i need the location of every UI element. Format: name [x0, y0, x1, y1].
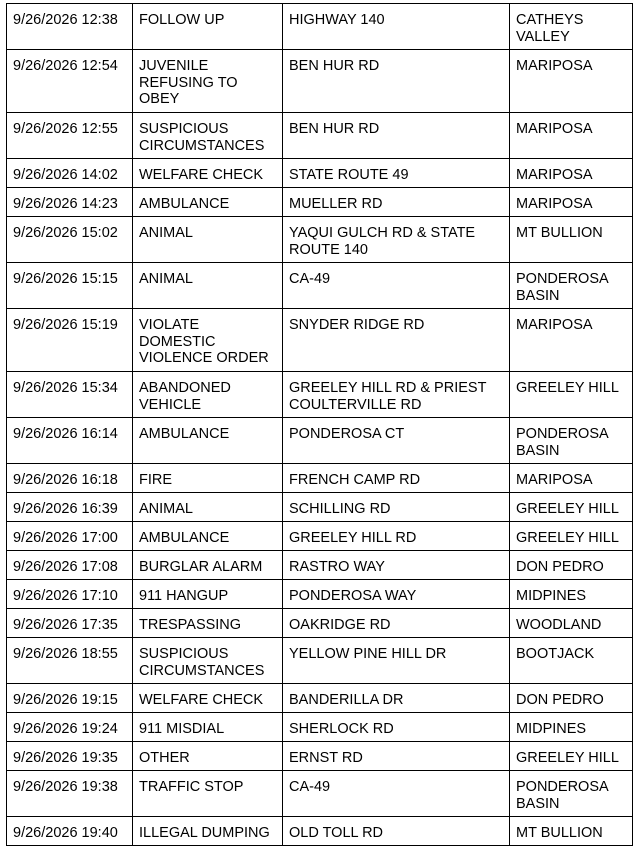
cell-area: GREELEY HILL: [510, 522, 633, 551]
cell-call-type: SUSPICIOUS CIRCUMSTANCES: [133, 638, 283, 684]
cell-call-type: ANIMAL: [133, 263, 283, 309]
table-row: [7, 522, 633, 551]
cell-area: DON PEDRO: [510, 684, 633, 713]
cell-location: YAQUI GULCH RD & STATE ROUTE 140: [283, 217, 510, 263]
cell-location: OAKRIDGE RD: [283, 609, 510, 638]
cell-datetime: 9/26/2026 12:55: [7, 113, 133, 159]
cell-area: PONDEROSA BASIN: [510, 771, 633, 817]
cell-call-type: 911 MISDIAL: [133, 713, 283, 742]
cell-datetime: 9/26/2026 19:15: [7, 684, 133, 713]
cell-call-type: TRAFFIC STOP: [133, 771, 283, 817]
cell-area: DON PEDRO: [510, 551, 633, 580]
table-row: [7, 742, 633, 771]
cell-area: MARIPOSA: [510, 159, 633, 188]
cell-call-type: OTHER: [133, 742, 283, 771]
cell-call-type: ILLEGAL DUMPING: [133, 817, 283, 846]
cell-location: PONDEROSA WAY: [283, 580, 510, 609]
cell-call-type: VIOLATE DOMESTIC VIOLENCE ORDER: [133, 309, 283, 372]
table-row: [7, 713, 633, 742]
cell-datetime: 9/26/2026 19:40: [7, 817, 133, 846]
cell-area: MARIPOSA: [510, 113, 633, 159]
cell-call-type: TRESPASSING: [133, 609, 283, 638]
call-log-body: [7, 4, 633, 846]
table-row: [7, 580, 633, 609]
cell-datetime: 9/26/2026 16:14: [7, 418, 133, 464]
cell-location: SNYDER RIDGE RD: [283, 309, 510, 372]
cell-call-type: AMBULANCE: [133, 522, 283, 551]
cell-datetime: 9/26/2026 12:38: [7, 4, 133, 50]
table-row: [7, 551, 633, 580]
cell-area: MARIPOSA: [510, 464, 633, 493]
cell-location: OLD TOLL RD: [283, 817, 510, 846]
cell-area: BOOTJACK: [510, 638, 633, 684]
table-row: [7, 263, 633, 309]
cell-area: WOODLAND: [510, 609, 633, 638]
cell-area: MARIPOSA: [510, 309, 633, 372]
table-row: [7, 609, 633, 638]
cell-datetime: 9/26/2026 15:15: [7, 263, 133, 309]
cell-call-type: ANIMAL: [133, 217, 283, 263]
cell-call-type: 911 HANGUP: [133, 580, 283, 609]
cell-location: CA-49: [283, 263, 510, 309]
cell-call-type: AMBULANCE: [133, 188, 283, 217]
cell-location: CA-49: [283, 771, 510, 817]
cell-area: GREELEY HILL: [510, 493, 633, 522]
cell-location: RASTRO WAY: [283, 551, 510, 580]
cell-area: CATHEYS VALLEY: [510, 4, 633, 50]
cell-datetime: 9/26/2026 19:24: [7, 713, 133, 742]
table-row: [7, 309, 633, 372]
cell-location: SHERLOCK RD: [283, 713, 510, 742]
cell-call-type: FIRE: [133, 464, 283, 493]
cell-location: SCHILLING RD: [283, 493, 510, 522]
cell-datetime: 9/26/2026 16:18: [7, 464, 133, 493]
table-row: [7, 493, 633, 522]
cell-area: PONDEROSA BASIN: [510, 418, 633, 464]
cell-area: MIDPINES: [510, 580, 633, 609]
table-row: [7, 418, 633, 464]
cell-datetime: 9/26/2026 17:10: [7, 580, 133, 609]
cell-call-type: ABANDONED VEHICLE: [133, 372, 283, 418]
cell-area: MT BULLION: [510, 817, 633, 846]
call-log-table: [6, 3, 633, 846]
cell-location: BANDERILLA DR: [283, 684, 510, 713]
cell-location: BEN HUR RD: [283, 113, 510, 159]
cell-location: BEN HUR RD: [283, 50, 510, 113]
cell-area: MT BULLION: [510, 217, 633, 263]
cell-datetime: 9/26/2026 12:54: [7, 50, 133, 113]
cell-datetime: 9/26/2026 15:19: [7, 309, 133, 372]
table-row: [7, 638, 633, 684]
cell-location: ERNST RD: [283, 742, 510, 771]
cell-location: STATE ROUTE 49: [283, 159, 510, 188]
table-row: [7, 817, 633, 846]
cell-call-type: WELFARE CHECK: [133, 684, 283, 713]
cell-datetime: 9/26/2026 19:35: [7, 742, 133, 771]
cell-location: HIGHWAY 140: [283, 4, 510, 50]
table-row: [7, 50, 633, 113]
cell-area: PONDEROSA BASIN: [510, 263, 633, 309]
table-row: [7, 4, 633, 50]
cell-call-type: BURGLAR ALARM: [133, 551, 283, 580]
cell-datetime: 9/26/2026 17:08: [7, 551, 133, 580]
cell-datetime: 9/26/2026 14:02: [7, 159, 133, 188]
cell-datetime: 9/26/2026 17:00: [7, 522, 133, 551]
table-row: [7, 188, 633, 217]
cell-area: GREELEY HILL: [510, 742, 633, 771]
cell-datetime: 9/26/2026 19:38: [7, 771, 133, 817]
cell-location: GREELEY HILL RD: [283, 522, 510, 551]
cell-datetime: 9/26/2026 17:35: [7, 609, 133, 638]
cell-datetime: 9/26/2026 14:23: [7, 188, 133, 217]
table-row: [7, 113, 633, 159]
table-row: [7, 159, 633, 188]
cell-location: GREELEY HILL RD & PRIEST COULTERVILLE RD: [283, 372, 510, 418]
cell-call-type: WELFARE CHECK: [133, 159, 283, 188]
cell-datetime: 9/26/2026 15:02: [7, 217, 133, 263]
table-row: [7, 684, 633, 713]
cell-location: PONDEROSA CT: [283, 418, 510, 464]
table-row: [7, 771, 633, 817]
table-row: [7, 372, 633, 418]
cell-location: MUELLER RD: [283, 188, 510, 217]
table-row: [7, 464, 633, 493]
cell-call-type: AMBULANCE: [133, 418, 283, 464]
cell-area: MARIPOSA: [510, 188, 633, 217]
cell-datetime: 9/26/2026 15:34: [7, 372, 133, 418]
cell-location: FRENCH CAMP RD: [283, 464, 510, 493]
cell-area: MARIPOSA: [510, 50, 633, 113]
cell-datetime: 9/26/2026 16:39: [7, 493, 133, 522]
cell-area: MIDPINES: [510, 713, 633, 742]
table-row: [7, 217, 633, 263]
cell-call-type: SUSPICIOUS CIRCUMSTANCES: [133, 113, 283, 159]
cell-call-type: FOLLOW UP: [133, 4, 283, 50]
cell-datetime: 9/26/2026 18:55: [7, 638, 133, 684]
cell-area: GREELEY HILL: [510, 372, 633, 418]
cell-call-type: JUVENILE REFUSING TO OBEY: [133, 50, 283, 113]
cell-location: YELLOW PINE HILL DR: [283, 638, 510, 684]
cell-call-type: ANIMAL: [133, 493, 283, 522]
